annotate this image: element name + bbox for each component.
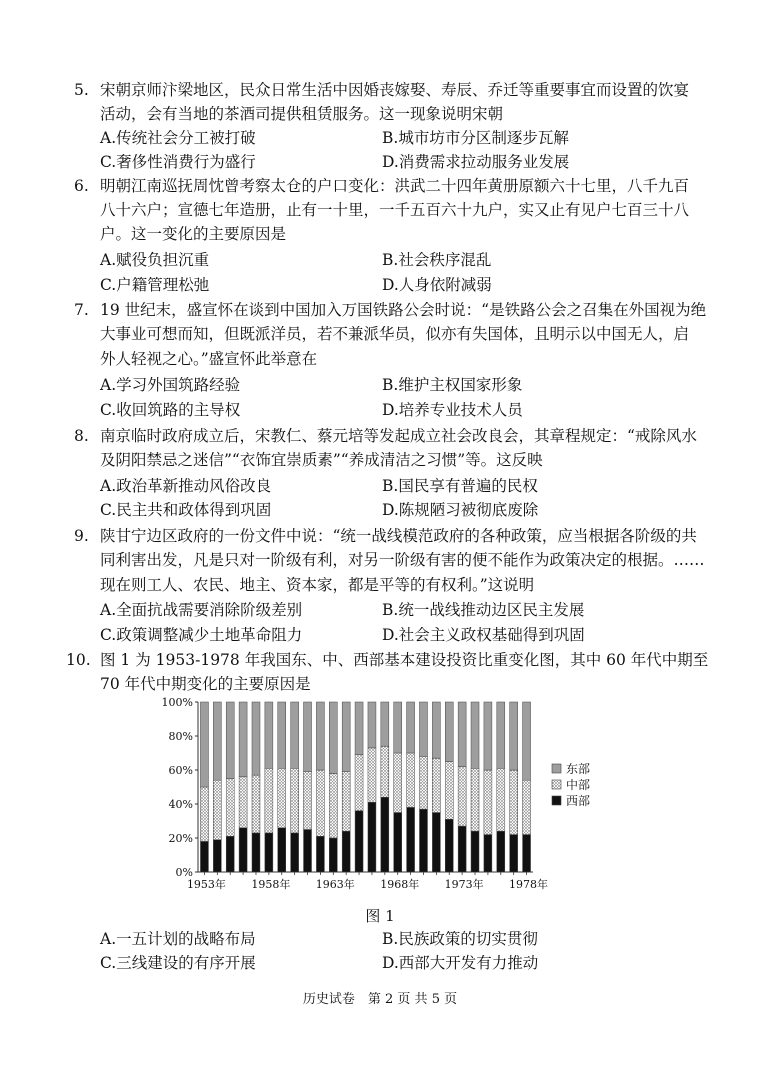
y-tick-label: 100%	[161, 696, 193, 709]
bar-segment-西部	[355, 811, 363, 872]
bar-segment-中部	[445, 762, 453, 820]
bar-segment-东部	[458, 702, 466, 767]
bar-segment-中部	[329, 773, 337, 838]
bar-segment-东部	[445, 702, 453, 762]
option-a: A.政治革新推动风俗改良	[100, 477, 272, 495]
bar-segment-东部	[381, 702, 389, 746]
option-a: A.一五计划的战略布局	[100, 930, 256, 948]
bar-segment-东部	[291, 702, 299, 768]
bar-segment-西部	[471, 831, 479, 872]
option-c: C.民主共和政体得到巩固	[100, 501, 272, 519]
option-a: A.全面抗战需要消除阶级差别	[100, 601, 303, 619]
bar-segment-东部	[329, 702, 337, 773]
legend-swatch-西部	[552, 796, 561, 805]
option-d: D.培养专业技术人员	[382, 401, 523, 419]
bar-segment-中部	[355, 755, 363, 811]
option-d: D.社会主义政权基础得到巩固	[382, 626, 585, 644]
bar-segment-中部	[458, 767, 466, 827]
bar-segment-东部	[419, 702, 427, 756]
bar-segment-东部	[239, 702, 247, 777]
bar-segment-东部	[252, 702, 260, 775]
bar-segment-东部	[213, 702, 221, 780]
bar-segment-中部	[432, 758, 440, 812]
question-text-line: 19 世纪末，盛宣怀在谈到中国加入万国铁路公会时说：“是铁路公会之召集在外国视为绝	[100, 301, 707, 319]
bar-segment-东部	[432, 702, 440, 758]
option-d: D.陈规陋习被彻底废除	[382, 501, 539, 519]
bar-segment-西部	[368, 802, 376, 872]
y-tick-label: 40%	[168, 798, 193, 811]
bar-segment-西部	[407, 807, 415, 872]
y-tick-label: 80%	[168, 730, 193, 743]
legend-label: 西部	[566, 794, 591, 808]
option-d: D.消费需求拉动服务业发展	[382, 153, 570, 171]
bar-segment-中部	[497, 768, 505, 831]
bar-segment-中部	[407, 753, 415, 807]
question-text-line: 同利害出发，凡是只对一阶级有利，对另一阶级有害的便不能作为政策决定的根据。……	[100, 551, 705, 569]
bar-segment-东部	[497, 702, 505, 768]
bar-segment-西部	[432, 813, 440, 873]
y-tick-label: 60%	[168, 764, 193, 777]
question-text-line: 及阴阳禁忌之迷信”“衣饰宜崇质素”“养成清洁之习惯”等。这反映	[100, 451, 543, 469]
bar-segment-西部	[291, 833, 299, 872]
bar-segment-东部	[342, 702, 350, 772]
bar-segment-东部	[471, 702, 479, 768]
question-text-line: 大事业可想而知，但既派洋员，若不兼派华员，似亦有失国体，且明示以中国无人，启	[100, 325, 690, 343]
bar-segment-中部	[510, 770, 518, 835]
bar-segment-中部	[226, 779, 234, 837]
bar-segment-西部	[510, 835, 518, 872]
x-tick-label: 1958年	[251, 878, 291, 891]
option-c: C.收回筑路的主导权	[100, 401, 241, 419]
bar-segment-东部	[226, 702, 234, 779]
option-a: A.赋役负担沉重	[100, 251, 210, 269]
bar-segment-西部	[278, 828, 286, 872]
bar-segment-中部	[239, 777, 247, 828]
investment-share-chart	[0, 692, 760, 902]
bar-segment-东部	[200, 702, 208, 787]
bar-segment-东部	[278, 702, 286, 768]
bar-segment-中部	[291, 768, 299, 833]
question-number: 8.	[74, 427, 89, 445]
bar-segment-中部	[381, 746, 389, 797]
bar-segment-西部	[342, 831, 350, 872]
option-c: C.三线建设的有序开展	[100, 954, 256, 972]
bar-segment-西部	[226, 836, 234, 872]
question-text-line: 陕甘宁边区政府的一份文件中说：“统一战线模范政府的各种政策，应当根据各阶级的共	[100, 527, 697, 545]
x-tick-label: 1978年	[509, 878, 549, 891]
bar-segment-中部	[304, 772, 312, 830]
bar-segment-西部	[329, 838, 337, 872]
question-number: 10.	[66, 651, 91, 669]
question-text-line: 南京临时政府成立后，宋教仁、蔡元培等发起成立社会改良会，其章程规定：“戒除风水	[100, 427, 697, 445]
question-text-line: 宋朝京师汴梁地区，民众日常生活中因婚丧嫁娶、寿辰、乔迁等重要事宜而设置的饮宴	[100, 81, 690, 99]
bar-segment-东部	[316, 702, 324, 770]
option-b: B.社会秩序混乱	[382, 251, 492, 269]
bar-segment-东部	[265, 702, 273, 768]
question-text-line: 外人轻视之心。”盛宣怀此举意在	[100, 350, 318, 368]
figure-caption: 图 1	[365, 907, 395, 925]
option-d: D.西部大开发有力推动	[382, 954, 539, 972]
question-text-line: 户。这一变化的主要原因是	[100, 225, 287, 243]
bar-segment-中部	[471, 768, 479, 831]
option-b: B.统一战线推动边区民主发展	[382, 601, 585, 619]
option-c: C.政策调整减少土地革命阻力	[100, 626, 303, 644]
y-tick-label: 20%	[168, 832, 193, 845]
bar-segment-西部	[200, 841, 208, 872]
question-number: 5.	[74, 81, 89, 99]
option-b: B.维护主权国家形象	[382, 376, 523, 394]
bar-segment-东部	[304, 702, 312, 772]
option-d: D.人身依附减弱	[382, 276, 492, 294]
option-a: A.传统社会分工被打破	[100, 129, 256, 147]
legend-label: 东部	[566, 762, 591, 776]
question-text-line: 八十六户；宣德七年造册，止有一十里，一千五百六十九户，实又止有见户七百三十八	[100, 201, 690, 219]
bar-segment-西部	[316, 836, 324, 872]
option-b: B.城市坊市分区制逐步瓦解	[382, 129, 569, 147]
bar-segment-东部	[484, 702, 492, 770]
legend-label: 中部	[566, 778, 591, 792]
bar-segment-西部	[265, 833, 273, 872]
x-tick-label: 1963年	[315, 878, 355, 891]
bar-segment-中部	[484, 770, 492, 835]
bar-segment-西部	[213, 840, 221, 872]
bar-segment-中部	[316, 770, 324, 836]
bar-segment-西部	[381, 797, 389, 872]
question-number: 6.	[74, 177, 89, 195]
bar-segment-西部	[484, 835, 492, 872]
option-b: B.民族政策的切实贯彻	[382, 930, 538, 948]
bar-segment-东部	[355, 702, 363, 755]
question-text-line: 图 1 为 1953-1978 年我国东、中、西部基本建设投资比重变化图，其中 60 年代中期至	[100, 651, 709, 669]
question-text-line: 活动，会有当地的茶酒司提供租赁服务。这一现象说明宋朝	[100, 105, 504, 123]
bar-segment-西部	[497, 831, 505, 872]
bar-segment-西部	[252, 833, 260, 872]
bar-segment-中部	[394, 753, 402, 813]
bar-segment-东部	[523, 702, 531, 780]
bar-segment-中部	[419, 756, 427, 809]
option-c: C.奢侈性消费行为盛行	[100, 153, 256, 171]
bar-segment-西部	[458, 826, 466, 872]
bar-segment-中部	[278, 768, 286, 828]
y-tick-label: 0%	[175, 866, 193, 879]
bar-segment-西部	[239, 828, 247, 872]
bar-segment-中部	[265, 768, 273, 833]
bar-segment-东部	[407, 702, 415, 753]
question-text-line: 明朝江南巡抚周忱曾考察太仓的户口变化：洪武二十四年黄册原额六十七里，八千九百	[100, 177, 690, 195]
legend-swatch-东部	[552, 764, 561, 773]
page-footer: 历史试卷 第 2 页 共 5 页	[302, 992, 458, 1007]
bar-segment-中部	[252, 775, 260, 833]
x-tick-label: 1953年	[186, 878, 226, 891]
question-text-line: 现在则工人、农民、地主、资本家，都是平等的有权利。”这说明	[100, 576, 535, 594]
bar-segment-西部	[304, 830, 312, 873]
bar-segment-中部	[523, 780, 531, 834]
bar-segment-西部	[523, 835, 531, 872]
bar-segment-东部	[368, 702, 376, 748]
bar-segment-中部	[368, 748, 376, 802]
question-text-line: 70 年代中期变化的主要原因是	[100, 675, 311, 693]
legend-swatch-中部	[552, 780, 561, 789]
option-c: C.户籍管理松弛	[100, 276, 210, 294]
bar-segment-西部	[394, 813, 402, 873]
x-tick-label: 1968年	[380, 878, 420, 891]
bar-segment-西部	[445, 819, 453, 872]
question-number: 9.	[74, 527, 89, 545]
bar-segment-中部	[213, 780, 221, 840]
x-tick-label: 1973年	[444, 878, 484, 891]
question-number: 7.	[74, 301, 89, 319]
option-a: A.学习外国筑路经验	[100, 376, 241, 394]
bar-segment-西部	[419, 809, 427, 872]
bar-segment-中部	[342, 772, 350, 832]
option-b: B.国民享有普遍的民权	[382, 477, 538, 495]
bar-segment-东部	[394, 702, 402, 753]
bar-segment-东部	[510, 702, 518, 770]
bar-segment-中部	[200, 787, 208, 841]
